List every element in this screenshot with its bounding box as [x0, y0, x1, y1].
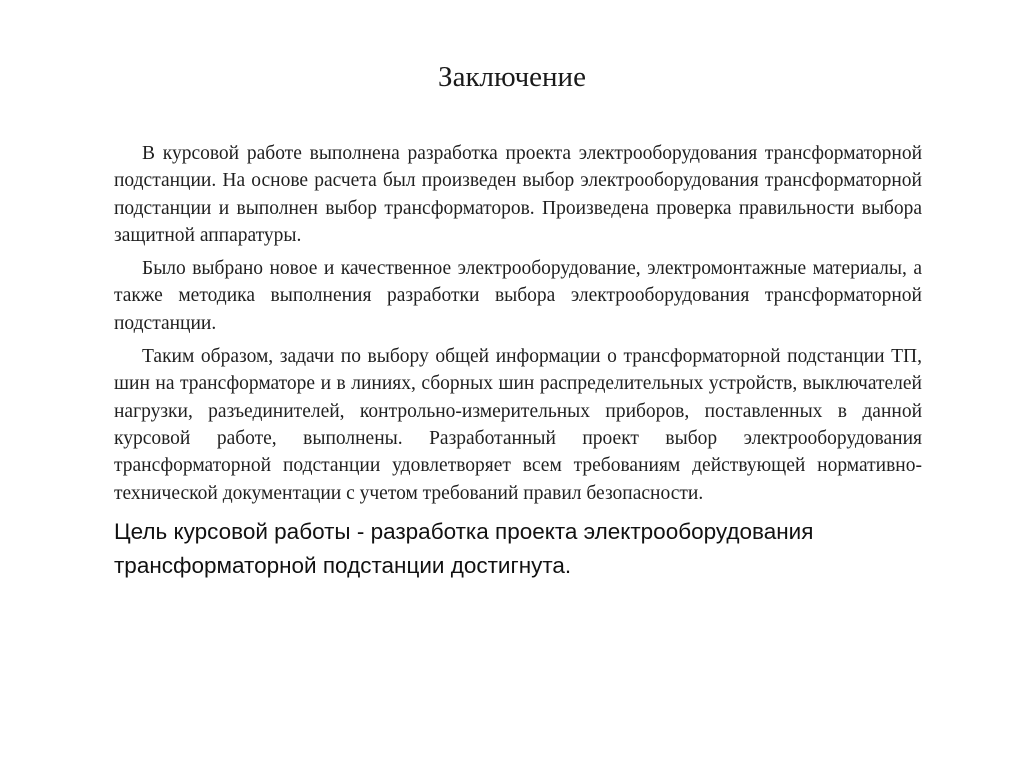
- conclusion-statement: Цель курсовой работы - разработка проекта электрооборудования трансформаторной подстанции достигнута.: [114, 518, 814, 578]
- paragraph-1: В курсовой работе выполнена разработка проекта электрооборудования трансформаторной подстанции. На основе расчета был произведен выбор электрооборудования трансформаторной подстанции и выполнен выбор трансформаторов. Произведена проверка правильности выбора защитной аппаратуры.: [114, 143, 922, 246]
- paragraph-3: Таким образом, задачи по выбору общей информации о трансформаторной подстанции ТП, шин на трансформаторе и в линиях, сборных шин распределительных устройств, выключателей нагрузки, разъединителей, контрольно-измерительных приборов, поставленных в данной курсовой работе, выполнены. Разработанный проект выбор электрооборудования трансформаторной подстанции удовлетворяет всем требованиям действующей нормативно-технической документации с учетом требований правил безопасности.: [114, 346, 922, 504]
- page-title: Заключение: [438, 61, 586, 93]
- paragraph-2: Было выбрано новое и качественное электрооборудование, электромонтажные материалы, а также методика выполнения разработки выбора электрооборудования трансформаторной подстанции.: [114, 258, 922, 334]
- document-body: [114, 140, 922, 583]
